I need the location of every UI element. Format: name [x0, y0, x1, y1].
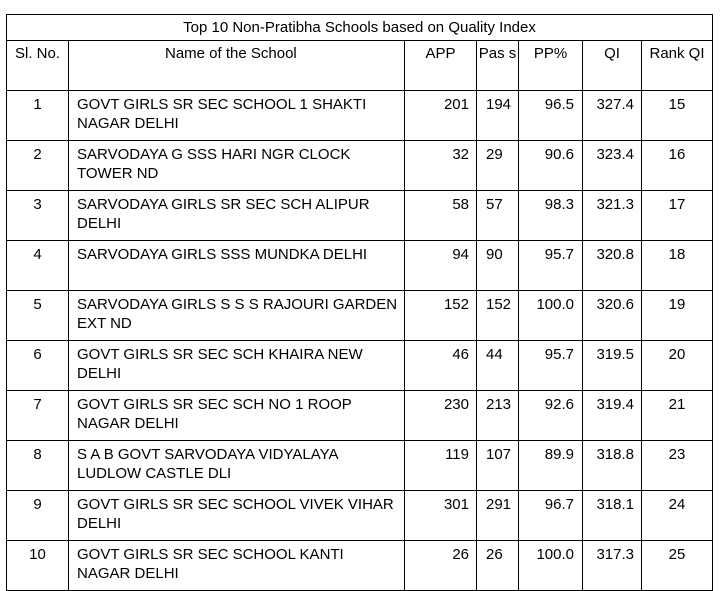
table-row: [7, 241, 713, 291]
cell-school-name: SARVODAYA GIRLS SSS MUNDKA DELHI: [69, 241, 405, 291]
table-row: [7, 91, 713, 141]
cell-qi: 319.4: [583, 391, 642, 441]
cell-pass: 213: [477, 391, 519, 441]
cell-school-name: GOVT GIRLS SR SEC SCH NO 1 ROOP NAGAR DELHI: [69, 391, 405, 441]
cell-app: 46: [405, 341, 477, 391]
cell-sl-no: 3: [7, 191, 69, 241]
cell-pp-percent: 92.6: [519, 391, 583, 441]
cell-rank-qi: 24: [642, 491, 713, 541]
cell-school-name: SARVODAYA G SSS HARI NGR CLOCK TOWER ND: [69, 141, 405, 191]
cell-rank-qi: 19: [642, 291, 713, 341]
cell-sl-no: 6: [7, 341, 69, 391]
cell-school-name: GOVT GIRLS SR SEC SCHOOL KANTI NAGAR DELHI: [69, 541, 405, 591]
cell-school-name: SARVODAYA GIRLS SR SEC SCH ALIPUR DELHI: [69, 191, 405, 241]
cell-pp-percent: 96.5: [519, 91, 583, 141]
cell-app: 119: [405, 441, 477, 491]
cell-rank-qi: 17: [642, 191, 713, 241]
cell-sl-no: 10: [7, 541, 69, 591]
cell-sl-no: 1: [7, 91, 69, 141]
cell-pass: 26: [477, 541, 519, 591]
cell-pass: 107: [477, 441, 519, 491]
cell-rank-qi: 23: [642, 441, 713, 491]
table-row: [7, 191, 713, 241]
cell-rank-qi: 20: [642, 341, 713, 391]
col-header-pass: Pas s: [477, 41, 519, 91]
cell-qi: 327.4: [583, 91, 642, 141]
cell-app: 152: [405, 291, 477, 341]
quality-index-table: [6, 14, 713, 591]
table-row: [7, 541, 713, 591]
cell-app: 94: [405, 241, 477, 291]
cell-pass: 291: [477, 491, 519, 541]
cell-rank-qi: 25: [642, 541, 713, 591]
cell-school-name: S A B GOVT SARVODAYA VIDYALAYA LUDLOW CASTLE DLI: [69, 441, 405, 491]
cell-sl-no: 8: [7, 441, 69, 491]
cell-rank-qi: 18: [642, 241, 713, 291]
table-row: [7, 391, 713, 441]
table-row: [7, 441, 713, 491]
cell-pass: 29: [477, 141, 519, 191]
cell-school-name: SARVODAYA GIRLS S S S RAJOURI GARDEN EXT ND: [69, 291, 405, 341]
table-row: [7, 291, 713, 341]
cell-app: 26: [405, 541, 477, 591]
cell-pass: 152: [477, 291, 519, 341]
cell-app: 58: [405, 191, 477, 241]
col-header-rank-qi: Rank QI: [642, 41, 713, 91]
cell-pass: 194: [477, 91, 519, 141]
cell-app: 201: [405, 91, 477, 141]
cell-pp-percent: 100.0: [519, 541, 583, 591]
cell-pass: 90: [477, 241, 519, 291]
col-header-qi: QI: [583, 41, 642, 91]
table-row: [7, 491, 713, 541]
col-header-school-name: Name of the School: [69, 41, 405, 91]
table-title: Top 10 Non-Pratibha Schools based on Quality Index: [7, 15, 713, 41]
cell-sl-no: 2: [7, 141, 69, 191]
header-row: [7, 41, 713, 91]
cell-sl-no: 7: [7, 391, 69, 441]
col-header-sl-no: Sl. No.: [7, 41, 69, 91]
cell-sl-no: 9: [7, 491, 69, 541]
cell-pp-percent: 89.9: [519, 441, 583, 491]
table-row: [7, 341, 713, 391]
cell-app: 301: [405, 491, 477, 541]
cell-qi: 323.4: [583, 141, 642, 191]
cell-qi: 318.1: [583, 491, 642, 541]
cell-sl-no: 5: [7, 291, 69, 341]
cell-school-name: GOVT GIRLS SR SEC SCHOOL 1 SHAKTI NAGAR DELHI: [69, 91, 405, 141]
cell-rank-qi: 16: [642, 141, 713, 191]
cell-pass: 57: [477, 191, 519, 241]
cell-pp-percent: 100.0: [519, 291, 583, 341]
cell-pass: 44: [477, 341, 519, 391]
cell-pp-percent: 95.7: [519, 341, 583, 391]
cell-sl-no: 4: [7, 241, 69, 291]
cell-pp-percent: 95.7: [519, 241, 583, 291]
cell-school-name: GOVT GIRLS SR SEC SCH KHAIRA NEW DELHI: [69, 341, 405, 391]
col-header-pp-percent: PP%: [519, 41, 583, 91]
table-row: [7, 141, 713, 191]
cell-qi: 321.3: [583, 191, 642, 241]
cell-qi: 319.5: [583, 341, 642, 391]
cell-qi: 318.8: [583, 441, 642, 491]
col-header-app: APP: [405, 41, 477, 91]
cell-app: 32: [405, 141, 477, 191]
cell-pp-percent: 90.6: [519, 141, 583, 191]
cell-app: 230: [405, 391, 477, 441]
cell-school-name: GOVT GIRLS SR SEC SCHOOL VIVEK VIHAR DELHI: [69, 491, 405, 541]
cell-pp-percent: 96.7: [519, 491, 583, 541]
cell-rank-qi: 15: [642, 91, 713, 141]
cell-pp-percent: 98.3: [519, 191, 583, 241]
cell-rank-qi: 21: [642, 391, 713, 441]
cell-qi: 320.8: [583, 241, 642, 291]
cell-qi: 317.3: [583, 541, 642, 591]
cell-qi: 320.6: [583, 291, 642, 341]
